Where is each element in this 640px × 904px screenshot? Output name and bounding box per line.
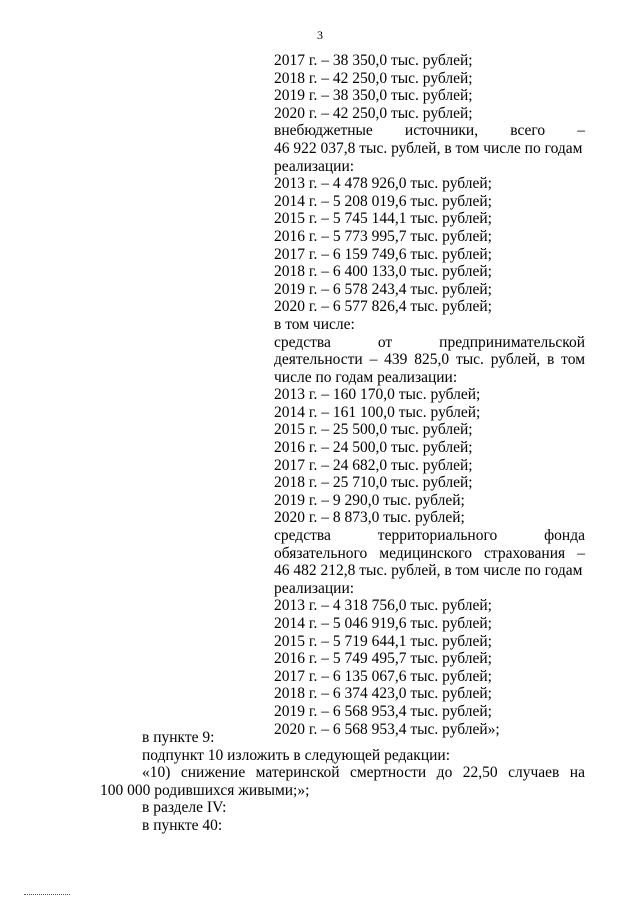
funding-line: 2020 г. – 6 577 826,4 тыс. рублей; (274, 298, 492, 316)
funding-line: 2015 г. – 5 745 144,1 тыс. рублей; (274, 210, 492, 228)
funding-line: 2014 г. – 5 046 919,6 тыс. рублей; (274, 615, 492, 632)
funding-line: 2014 г. – 5 208 019,6 тыс. рублей; (274, 192, 492, 210)
funding-line: реализации: (274, 157, 355, 175)
funding-line: 2020 г. – 8 873,0 тыс. рублей; (274, 509, 465, 527)
body-line: 100 000 родившихся живыми;»; (100, 781, 310, 799)
funding-line: 2018 г. – 42 250,0 тыс. рублей; (274, 69, 473, 87)
body-line: в пункте 9: (142, 729, 215, 746)
funding-line: 2016 г. – 5 773 995,7 тыс. рублей; (274, 227, 492, 245)
funding-line: реализации: (274, 579, 355, 597)
funding-line: 2018 г. – 6 374 423,0 тыс. рублей; (274, 685, 492, 703)
funding-line: 2019 г. – 38 350,0 тыс. рублей; (274, 87, 473, 105)
funding-line: 2017 г. – 24 682,0 тыс. рублей; (274, 456, 473, 474)
body-line: в разделе IV: (142, 799, 227, 816)
funding-line: 2013 г. – 160 170,0 тыс. рублей; (274, 386, 481, 404)
funding-line: 2016 г. – 5 749 495,7 тыс. рублей; (274, 650, 492, 668)
funding-line: внебюджетные источники, всего – (274, 122, 585, 140)
funding-line: 2014 г. – 161 100,0 тыс. рублей; (274, 403, 481, 421)
amendment-text (100, 729, 585, 834)
funding-line: обязательного медицинского страхования – (274, 544, 585, 562)
funding-line: 46 482 212,8 тыс. рублей, в том числе по годам (274, 562, 583, 580)
footer-mark (24, 894, 70, 895)
funding-line: 2016 г. – 24 500,0 тыс. рублей; (274, 439, 473, 457)
funding-line: 2015 г. – 25 500,0 тыс. рублей; (274, 421, 473, 439)
funding-line: 2020 г. – 6 568 953,4 тыс. рублей»; (274, 720, 500, 738)
funding-line: 2019 г. – 9 290,0 тыс. рублей; (274, 491, 465, 509)
funding-line: 46 922 037,8 тыс. рублей, в том числе по годам (274, 139, 583, 157)
funding-line: 2017 г. – 38 350,0 тыс. рублей; (274, 52, 473, 69)
body-line: подпункт 10 изложить в следующей редакции: (142, 746, 451, 764)
funding-line: 2015 г. – 5 719 644,1 тыс. рублей; (274, 632, 492, 650)
body-line: в пункте 40: (142, 816, 223, 834)
funding-column (274, 52, 585, 738)
funding-line: 2017 г. – 6 159 749,6 тыс. рублей; (274, 245, 492, 263)
funding-line: средства территориального фонда (274, 527, 585, 545)
funding-line: 2018 г. – 6 400 133,0 тыс. рублей; (274, 263, 492, 281)
funding-line: 2020 г. – 42 250,0 тыс. рублей; (274, 104, 473, 122)
funding-line: 2018 г. – 25 710,0 тыс. рублей; (274, 474, 473, 492)
funding-line: деятельности – 439 825,0 тыс. рублей, в том (274, 351, 585, 369)
funding-line: 2013 г. – 4 478 926,0 тыс. рублей; (274, 175, 492, 193)
funding-line: 2019 г. – 6 578 243,4 тыс. рублей; (274, 280, 492, 298)
body-line: «10) снижение материнской смертности до 22,50 случаев на (142, 764, 585, 781)
funding-line: 2013 г. – 4 318 756,0 тыс. рублей; (274, 597, 492, 615)
funding-line: средства от предпринимательской (274, 333, 585, 351)
funding-line: числе по годам реализации: (274, 368, 458, 386)
funding-line: в том числе: (274, 315, 355, 333)
page-number: 3 (317, 28, 323, 42)
funding-line: 2019 г. – 6 568 953,4 тыс. рублей; (274, 702, 492, 720)
funding-line: 2017 г. – 6 135 067,6 тыс. рублей; (274, 667, 492, 685)
